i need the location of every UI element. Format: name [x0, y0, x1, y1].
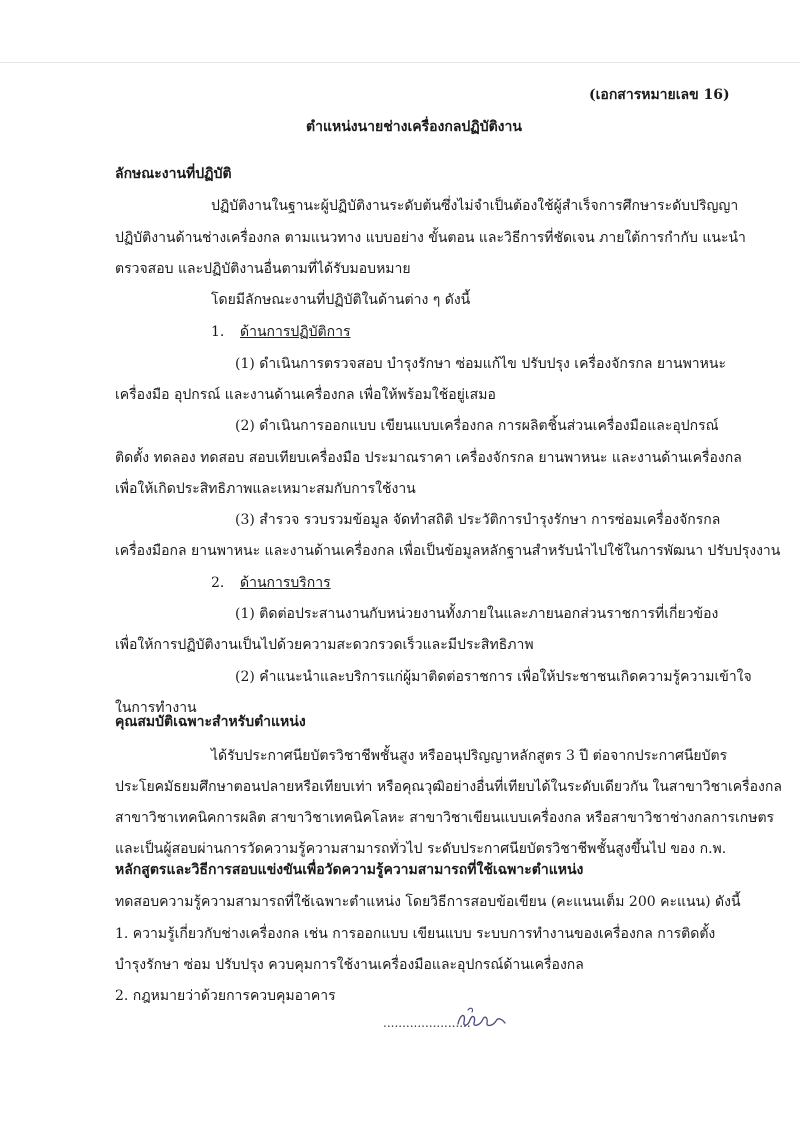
- qual-line: ได้รับประกาศนียบัตรวิชาชีพชั้นสูง หรืออนุปริญญาหลักสูตร 3 ปี ต่อจากประกาศนียบัตร: [211, 748, 728, 764]
- ops-item-line: (2) ดำเนินการออกแบบ เขียนแบบเครื่องกล การผลิตชิ้นส่วนเครื่องมือและอุปกรณ์: [235, 418, 719, 434]
- work-intro-line: ปฏิบัติงานด้านช่างเครื่องกล ตามแนวทาง แบบอย่าง ขั้นตอน และวิธีการที่ชัดเจน ภายใต้การกำกับ แนะนำ: [115, 230, 746, 246]
- page-title: ตำแหน่งนายช่างเครื่องกลปฏิบัติงาน: [306, 119, 522, 135]
- exam-heading: หลักสูตรและวิธีการสอบแข่งขันเพื่อวัดความรู้ความสามารถที่ใช้เฉพาะตำแหน่ง: [115, 862, 584, 878]
- handwritten-initials: [450, 1004, 510, 1032]
- service-number: 2.: [211, 575, 225, 591]
- service-label: ด้านการบริการ: [240, 575, 331, 591]
- work-intro-line: ปฏิบัติงานในฐานะผู้ปฏิบัติงานระดับต้นซึ่งไม่จำเป็นต้องใช้ผู้สำเร็จการศึกษาระดับปริญญา: [211, 198, 739, 214]
- work-intro-line: ตรวจสอบ และปฏิบัติงานอื่นตามที่ได้รับมอบหมาย: [115, 261, 411, 277]
- ops-item-line: เครื่องมือกล ยานพาหนะ และงานด้านเครื่องกล เพื่อเป็นข้อมูลหลักฐานสำหรับนำไปใช้ในการพัฒนา ปรับปรุงงาน: [115, 543, 781, 559]
- ops-item-line: (1) ดำเนินการตรวจสอบ บำรุงรักษา ซ่อมแก้ไข ปรับปรุง เครื่องจักรกล ยานพาหนะ: [235, 356, 726, 372]
- ops-number: 1.: [211, 324, 225, 340]
- qual-line: สาขาวิชาเทคนิคการผลิต สาขาวิชาเทคนิคโลหะ สาขาวิชาเขียนแบบเครื่องกล หรือสาขาวิชาช่างกลการเกษตร: [115, 810, 775, 826]
- exam-item-line: 1. ความรู้เกี่ยวกับช่างเครื่องกล เช่น การออกแบบ เขียนแบบ ระบบการทำงานของเครื่องกล การติดตั้ง: [115, 926, 716, 942]
- service-item-line: ในการทำงาน: [115, 700, 197, 716]
- scan-edge-line: [0, 62, 800, 63]
- qual-heading: คุณสมบัติเฉพาะสำหรับตำแหน่ง: [115, 714, 306, 730]
- ops-item-line: ติดตั้ง ทดลอง ทดสอบ สอบเทียบเครื่องมือ ประมาณราคา เครื่องจักรกล ยานพาหนะ และงานด้านเครื่องกล: [115, 450, 742, 466]
- ops-label: ด้านการปฏิบัติการ: [240, 324, 351, 340]
- document-number: (เอกสารหมายเลข 16): [589, 87, 730, 103]
- work-heading: ลักษณะงานที่ปฏิบัติ: [115, 166, 232, 182]
- exam-item-line: 2. กฎหมายว่าด้วยการควบคุมอาคาร: [115, 988, 336, 1004]
- service-item-line: (2) คำแนะนำและบริการแก่ผู้มาติดต่อราชการ เพื่อให้ประชาชนเกิดความรู้ความเข้าใจ: [235, 669, 752, 685]
- aspects-intro: โดยมีลักษณะงานที่ปฏิบัติในด้านต่าง ๆ ดังนี้: [211, 292, 471, 308]
- qual-line: และเป็นผู้สอบผ่านการวัดความรู้ความสามารถทั่วไป ระดับประกาศนียบัตรวิชาชีพชั้นสูงขึ้นไป ของ ก.พ.: [115, 841, 727, 857]
- ops-item-line: เพื่อให้เกิดประสิทธิภาพและเหมาะสมกับการใช้งาน: [115, 481, 416, 497]
- service-item-line: (1) ติดต่อประสานงานกับหน่วยงานทั้งภายในและภายนอกส่วนราชการที่เกี่ยวข้อง: [235, 606, 719, 622]
- ops-item-line: (3) สำรวจ รวบรวมข้อมูล จัดทำสถิติ ประวัติการบำรุงรักษา การซ่อมเครื่องจักรกล: [235, 512, 721, 528]
- ops-item-line: เครื่องมือ อุปกรณ์ และงานด้านเครื่องกล เพื่อให้พร้อมใช้อยู่เสมอ: [115, 387, 496, 403]
- service-item-line: เพื่อให้การปฏิบัติงานเป็นไปด้วยความสะดวกรวดเร็วและมีประสิทธิภาพ: [115, 637, 534, 653]
- signature-dots: .......................: [383, 1016, 471, 1030]
- exam-intro: ทดสอบความรู้ความสามารถที่ใช้เฉพาะตำแหน่ง โดยวิธีการสอบข้อเขียน (คะแนนเต็ม 200 คะแนน) ดังนี้: [115, 894, 741, 910]
- exam-item-line: บำรุงรักษา ซ่อม ปรับปรุง ควบคุมการใช้งานเครื่องมือและอุปกรณ์ด้านเครื่องกล: [115, 957, 584, 973]
- qual-line: ประโยคมัธยมศึกษาตอนปลายหรือเทียบเท่า หรือคุณวุฒิอย่างอื่นที่เทียบได้ในระดับเดียวกัน ในสาขาวิชาเครื่องกล: [115, 779, 782, 795]
